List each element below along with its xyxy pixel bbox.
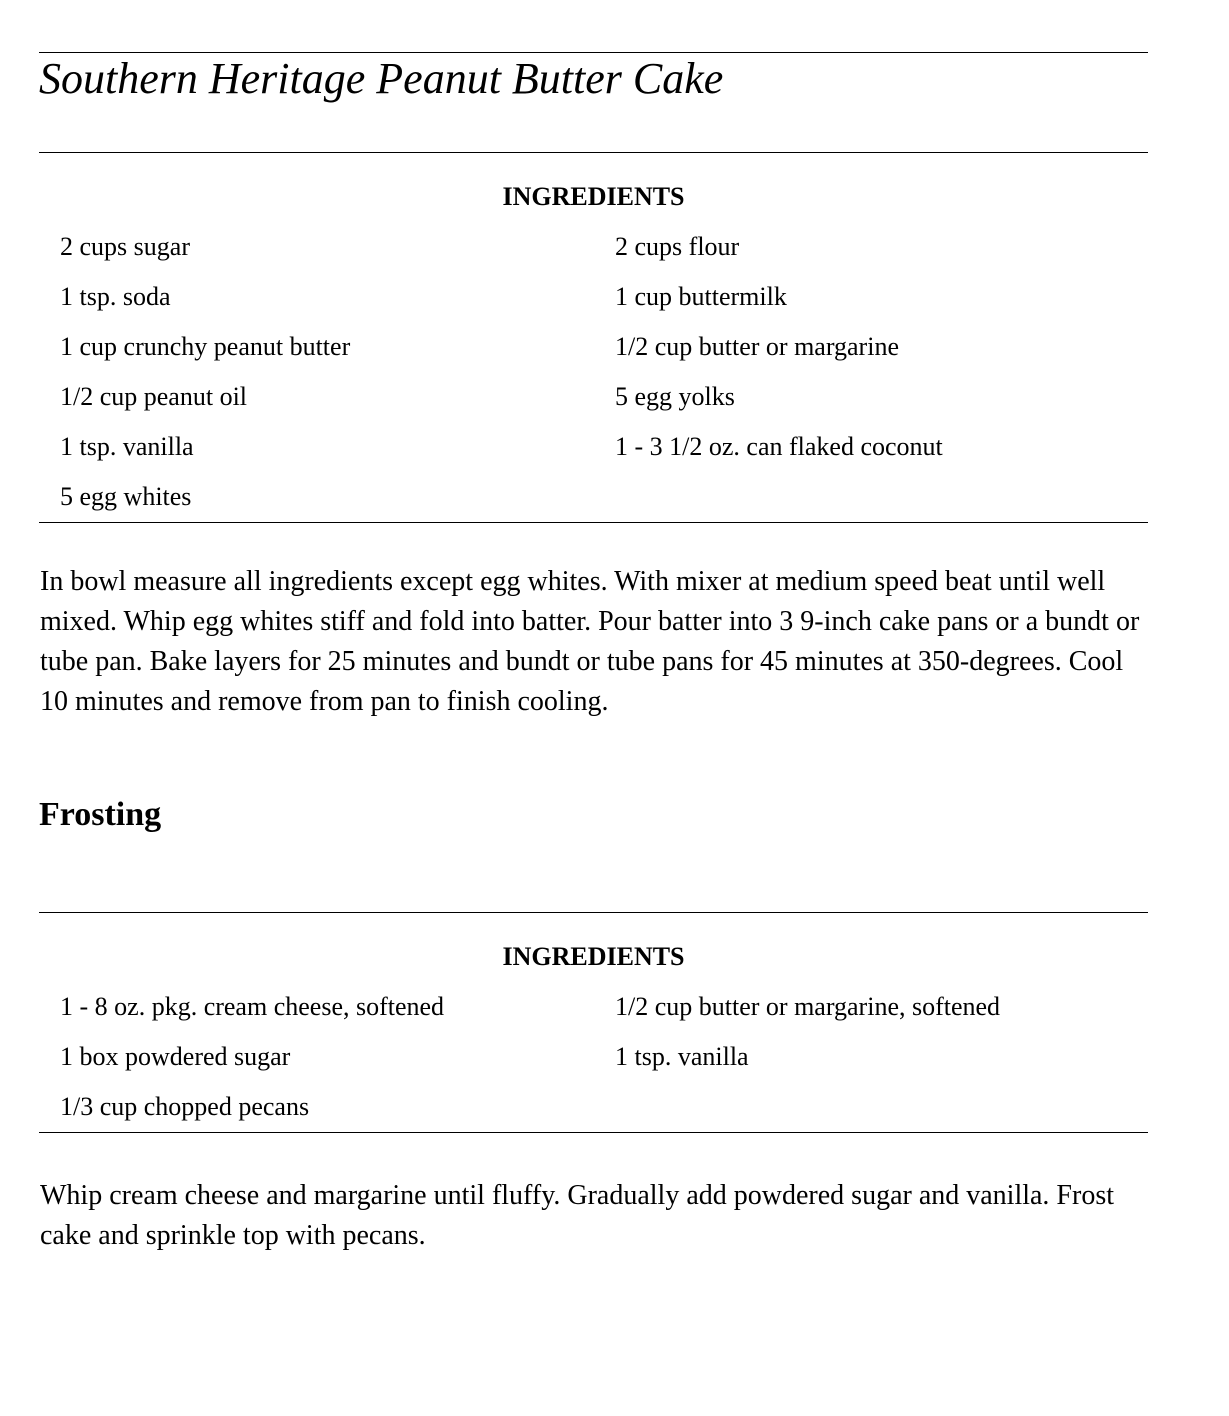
ingredient-item: 1 box powdered sugar (60, 1042, 291, 1071)
frosting-ingredients-list (60, 992, 1148, 1142)
cake-directions: In bowl measure all ingredients except egg whites. With mixer at medium speed beat until well mixed. Whip egg whites stiff and fold into batter. Pour batter into 3 9-inch cake pans or a bundt or tube pan. Bake layers for 25 minutes and bundt or tube pans for 45 minutes at 350-degrees. Cool 10 minutes and remove from pan to finish cooling. (40, 566, 1140, 717)
ingredient-item: 1 tsp. vanilla (615, 1042, 749, 1071)
ingredient-item: 1/2 cup butter or margarine, softened (615, 992, 1001, 1021)
frosting-heading: Frosting (39, 796, 162, 833)
frosting-ingredients-bottom-rule (39, 1132, 1148, 1133)
ingredient-item: 5 egg yolks (615, 382, 735, 411)
ingredient-item: 1 - 8 oz. pkg. cream cheese, softened (60, 992, 445, 1021)
frosting-directions: Whip cream cheese and margarine until fluffy. Gradually add powdered sugar and vanilla. Frost cake and sprinkle top with pecans. (40, 1180, 1115, 1251)
ingredient-item: 2 cups sugar (60, 232, 190, 261)
ingredients-top-rule (39, 152, 1148, 153)
cake-ingredients-heading: INGREDIENTS (502, 182, 685, 211)
ingredient-item: 1 cup buttermilk (615, 282, 787, 311)
cake-ingredients-list (60, 232, 1148, 532)
frosting-ingredients-top-rule (39, 912, 1148, 913)
recipe-title: Southern Heritage Peanut Butter Cake (39, 54, 724, 103)
ingredient-item: 1 tsp. soda (60, 282, 171, 311)
ingredient-item: 1 tsp. vanilla (60, 432, 194, 461)
ingredients-bottom-rule (39, 522, 1148, 523)
ingredient-item: 2 cups flour (615, 232, 740, 261)
top-rule (39, 52, 1148, 53)
frosting-ingredients-heading: INGREDIENTS (502, 942, 685, 971)
ingredient-item: 1/2 cup butter or margarine (615, 332, 899, 361)
ingredient-item: 1/3 cup chopped pecans (60, 1092, 310, 1121)
ingredient-item: 1/2 cup peanut oil (60, 382, 248, 411)
ingredient-item: 5 egg whites (60, 482, 192, 511)
ingredient-item: 1 cup crunchy peanut butter (60, 332, 351, 361)
ingredient-item: 1 - 3 1/2 oz. can flaked coconut (615, 432, 943, 461)
